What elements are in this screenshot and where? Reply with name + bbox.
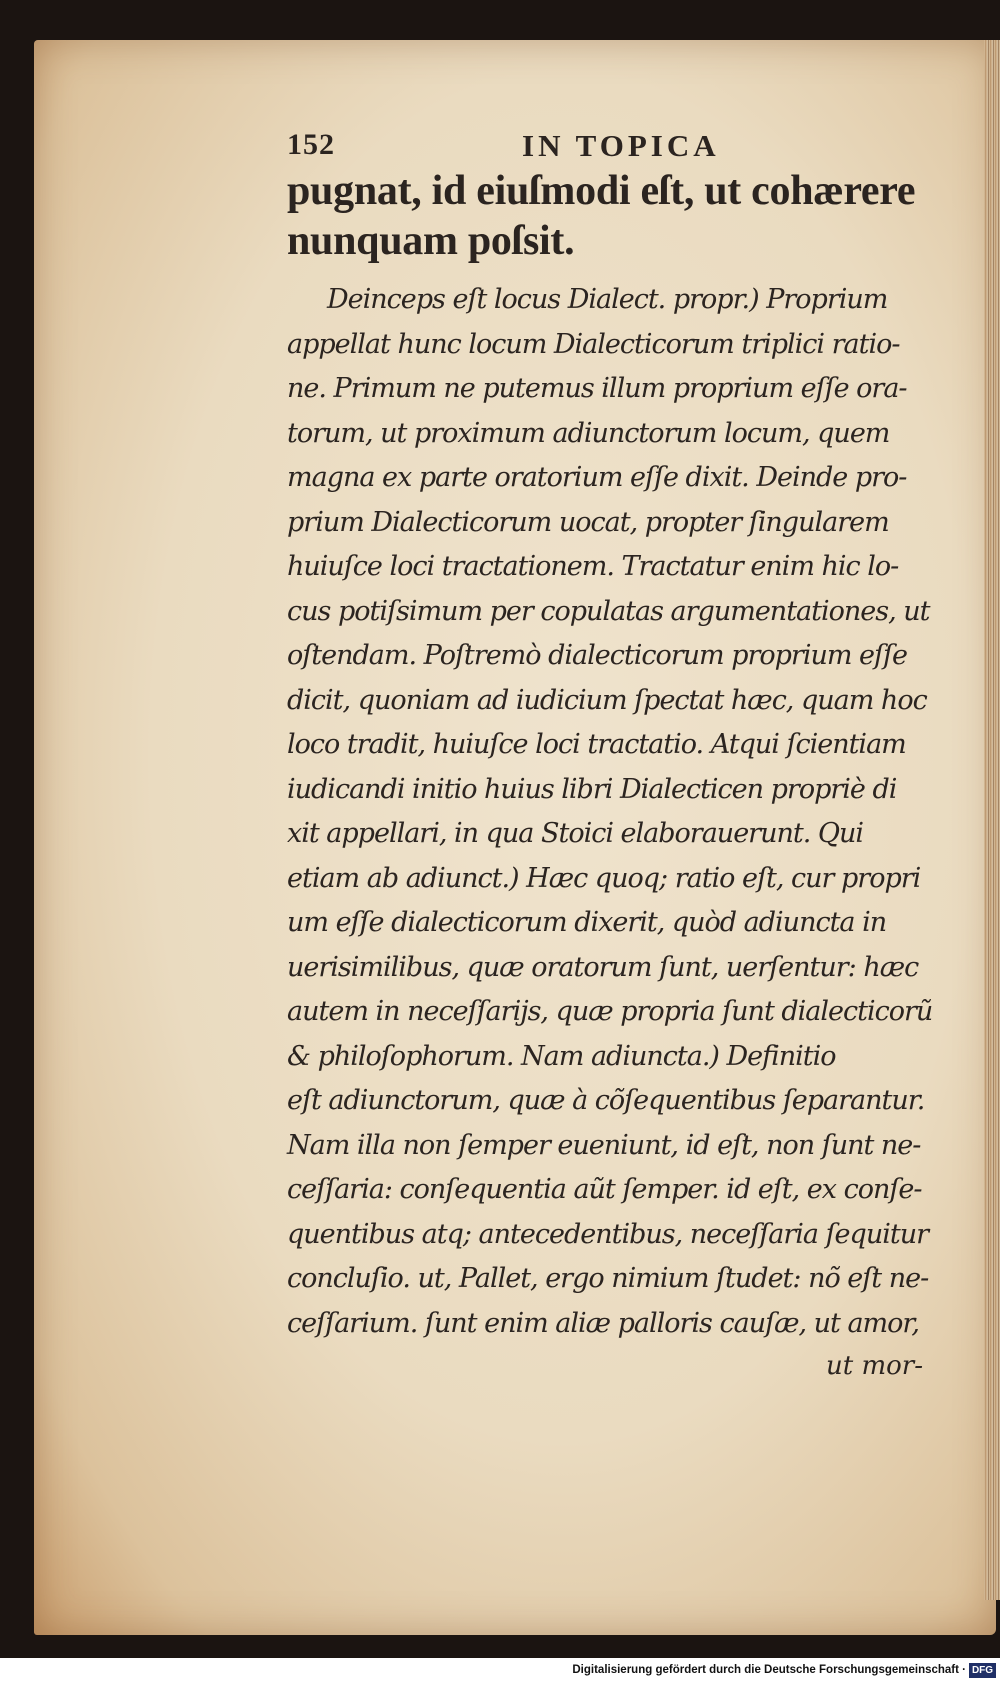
text-line: concluſio. ut, Pallet, ergo nimium ſtudet: nõ eſt ne- — [287, 1263, 929, 1294]
text-line: etiam ab adiunct.) Hæc quoq; ratio eſt, cur propri — [287, 862, 921, 894]
text-line: quentibus atq; antecedentibus, neceſſaria ſequitur — [287, 1218, 928, 1250]
text-line: iudicandi initio huius libri Dialecticen propriè di — [287, 773, 897, 805]
text-line: pugnat, id eiuſmodi eſt, ut cohærere — [287, 168, 916, 214]
text-line: xit appellari, in qua Stoici elaborauerunt. Qui — [287, 818, 864, 849]
text-line: ceſſaria: conſequentia aũt ſemper. id eſt, ex conſe- — [287, 1174, 922, 1205]
text-line: ne. Primum ne putemus illum proprium eſſe ora- — [287, 373, 907, 404]
text-line: huiuſce loci tractationem. Tractatur enim hic lo- — [287, 551, 899, 582]
text-line: Deinceps eſt locus Dialect. propr.) Proprium — [327, 284, 888, 315]
text-line: prium Dialecticorum uocat, propter ſingularem — [287, 506, 889, 538]
text-line: magna ex parte oratorium eſſe dixit. Deinde pro- — [287, 462, 907, 493]
dfg-logo-icon: DFG — [969, 1663, 996, 1678]
text-line: nunquam poſsit. — [287, 218, 575, 264]
page-number: 152 — [287, 128, 335, 161]
text-line: & philoſophorum. Nam adiuncta.) Definitio — [287, 1040, 836, 1072]
catchword: ut mor- — [826, 1351, 923, 1381]
text-line: oſtendam. Poſtremò dialecticorum proprium eſſe — [287, 640, 907, 671]
text-line: Nam illa non ſemper eueniunt, id eſt, non ſunt ne- — [287, 1129, 921, 1161]
footer-credit: Digitalisierung gefördert durch die Deutsche Forschungsgemeinschaft · — [572, 1664, 966, 1676]
running-head — [287, 128, 927, 166]
page-edge-stack — [984, 40, 1000, 1600]
commentary-paragraph — [287, 278, 933, 1346]
text-line: ceſſarium. ſunt enim aliæ palloris cauſæ, ut amor, — [287, 1307, 919, 1339]
text-line: appellat hunc locum Dialecticorum triplici ratio- — [287, 328, 900, 360]
running-head-title: IN TOPICA — [522, 128, 720, 163]
text-line: loco tradit, huiuſce loci tractatio. Atqui ſcientiam — [287, 729, 906, 760]
footer-bar — [0, 1658, 1000, 1686]
text-line: uerisimilibus, quæ oratorum ſunt, uerſentur: hæc — [287, 951, 919, 983]
text-line: cus potiſsimum per copulatas argumentationes, ut — [287, 595, 930, 627]
roman-paragraph — [287, 166, 927, 266]
text-line: torum, ut proximum adiunctorum locum, quem — [287, 417, 890, 449]
text-line: um eſſe dialecticorum dixerit, quòd adiuncta in — [287, 907, 887, 938]
text-line: autem in neceſſarijs, quæ propria ſunt dialecticorũ — [287, 996, 933, 1027]
text-block — [287, 128, 933, 1386]
text-line: eſt adiunctorum, quæ à cõſequentibus ſeparantur. — [287, 1085, 925, 1116]
text-line: dicit, quoniam ad iudicium ſpectat hæc, quam hoc — [287, 684, 927, 716]
